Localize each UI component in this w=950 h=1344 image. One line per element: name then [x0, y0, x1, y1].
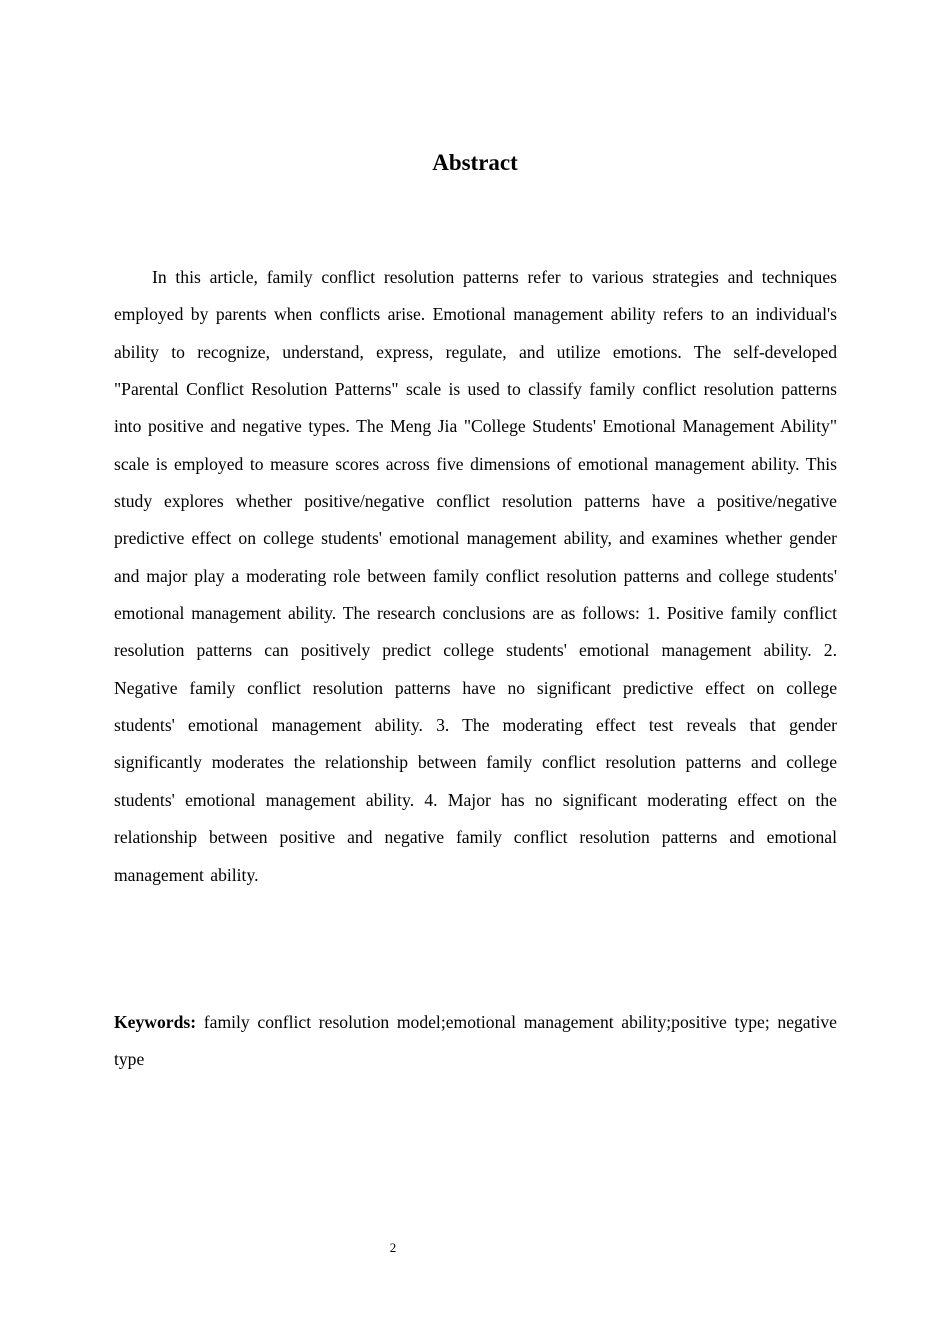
page-number: 2 — [389, 1240, 397, 1255]
keywords-text: family conflict resolution model;emotional management ability;positive type; negative type — [114, 1012, 837, 1070]
page-title: Abstract — [432, 150, 518, 175]
keywords-paragraph — [114, 1004, 837, 1079]
keywords-label: Keywords: — [114, 1012, 197, 1032]
abstract-body: In this article, family conflict resolution patterns refer to various strategies and techniques employed by parents when conflicts arise. Emotional management ability refers to an individual's ability to recognize, understand, express, regulate, and utilize emotions. The self-developed "Parental Conflict Resolution Patterns" scale is used to classify family conflict resolution patterns into positive and negative types. The Meng Jia "College Students' Emotional Management Ability" scale is employed to measure scores across five dimensions of emotional management ability. This study explores whether positive/negative conflict resolution patterns have a positive/negative predictive effect on college students' emotional management ability, and examines whether gender and major play a moderating role between family conflict resolution patterns and college students' emotional management ability. The research conclusions are as follows: 1. Positive family conflict resolution patterns can positively predict college students' emotional management ability. 2. Negative family conflict resolution patterns have no significant predictive effect on college students' emotional management ability. 3. The moderating effect test reveals that gender significantly moderates the relationship between family conflict resolution patterns and college students' emotional management ability. 4. Major has no significant moderating effect on the relationship between positive and negative family conflict resolution patterns and emotional management ability. — [114, 267, 837, 885]
